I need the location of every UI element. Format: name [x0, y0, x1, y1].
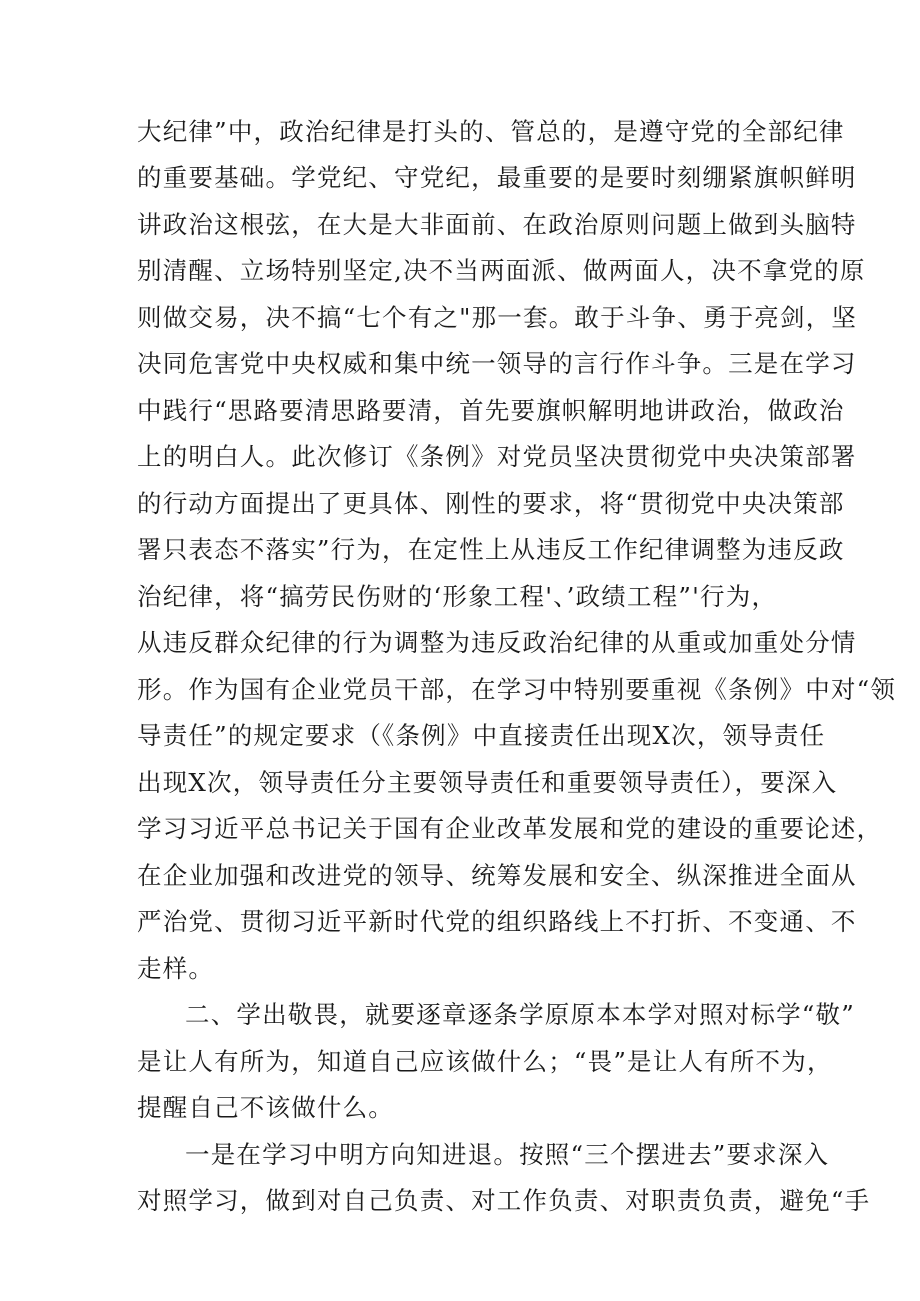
- text-line: 的行动方面提出了更具体、刚性的要求，将“贯彻党中央决策部: [137, 489, 845, 518]
- text-line: 则做交易，决不搞“七个有之"那一套。敢于斗争、勇于亮剑，坚: [137, 303, 858, 332]
- section-heading: 二、学出敬畏，就要逐章逐条学原原本本学对照对标学“敬”: [185, 1000, 855, 1029]
- text-line: 走样。: [137, 954, 215, 983]
- text-line: 从违反群众纪律的行为调整为违反政治纪律的从重或加重处分情: [137, 628, 857, 657]
- text-line: 严治党、贯彻习近平新时代党的组织路线上不打折、不变通、不: [137, 907, 857, 936]
- paragraph-start: 一是在学习中明方向知进退。按照“三个摆进去”要求深入: [185, 1140, 830, 1169]
- text-line: 对照学习，做到对自己负责、对工作负责、对职责负责，避免“手: [137, 1186, 871, 1215]
- text-line: 署只表态不落实”行为，在定性上从违反工作纪律调整为违反政: [137, 535, 845, 564]
- text-line: 讲政治这根弦，在大是大非面前、在政治原则问题上做到头脑特: [137, 210, 857, 239]
- text-line: 形。作为国有企业党员干部，在学习中特别要重视《条例》中对“领: [137, 675, 897, 704]
- text-line: 出现X次，领导责任分主要领导责任和重要领导责任），要深入: [137, 768, 838, 797]
- text-line: 学习习近平总书记关于国有企业改革发展和党的建设的重要论述，: [137, 814, 883, 843]
- text-line: 在企业加强和改进党的领导、统筹发展和安全、纵深推进全面从: [137, 861, 857, 890]
- text-line: 决同危害党中央权威和集中统一领导的言行作斗争。三是在学习: [137, 349, 857, 378]
- text-line: 提醒自己不该做什么。: [137, 1093, 394, 1122]
- text-line: 的重要基础。学党纪、守党纪，最重要的是要时刻绷紧旗帜鲜明: [137, 163, 857, 192]
- text-line: 中践行“思路要清思路要清，首先要旗帜解明地讲政治，做政治: [137, 396, 845, 425]
- text-line: 治纪律，将“搞劳民伤财的‘形象工程'、’政绩工程”'行为，: [137, 582, 778, 611]
- text-line: 是让人有所为，知道自己应该做什么；“畏”是让人有所不为，: [137, 1047, 833, 1076]
- text-line: 大纪律”中，政治纪律是打头的、管总的，是遵守党的全部纪律: [137, 117, 845, 146]
- text-line: 别清醒、立场特别坚定,决不当两面派、做两面人，决不拿党的原: [137, 256, 866, 285]
- text-line: 上的明白人。此次修订《条例》对党员坚决贯彻党中央决策部署: [137, 442, 857, 471]
- text-line: 导责任”的规定要求（《条例》中直接责任出现X次，领导责任: [137, 721, 826, 750]
